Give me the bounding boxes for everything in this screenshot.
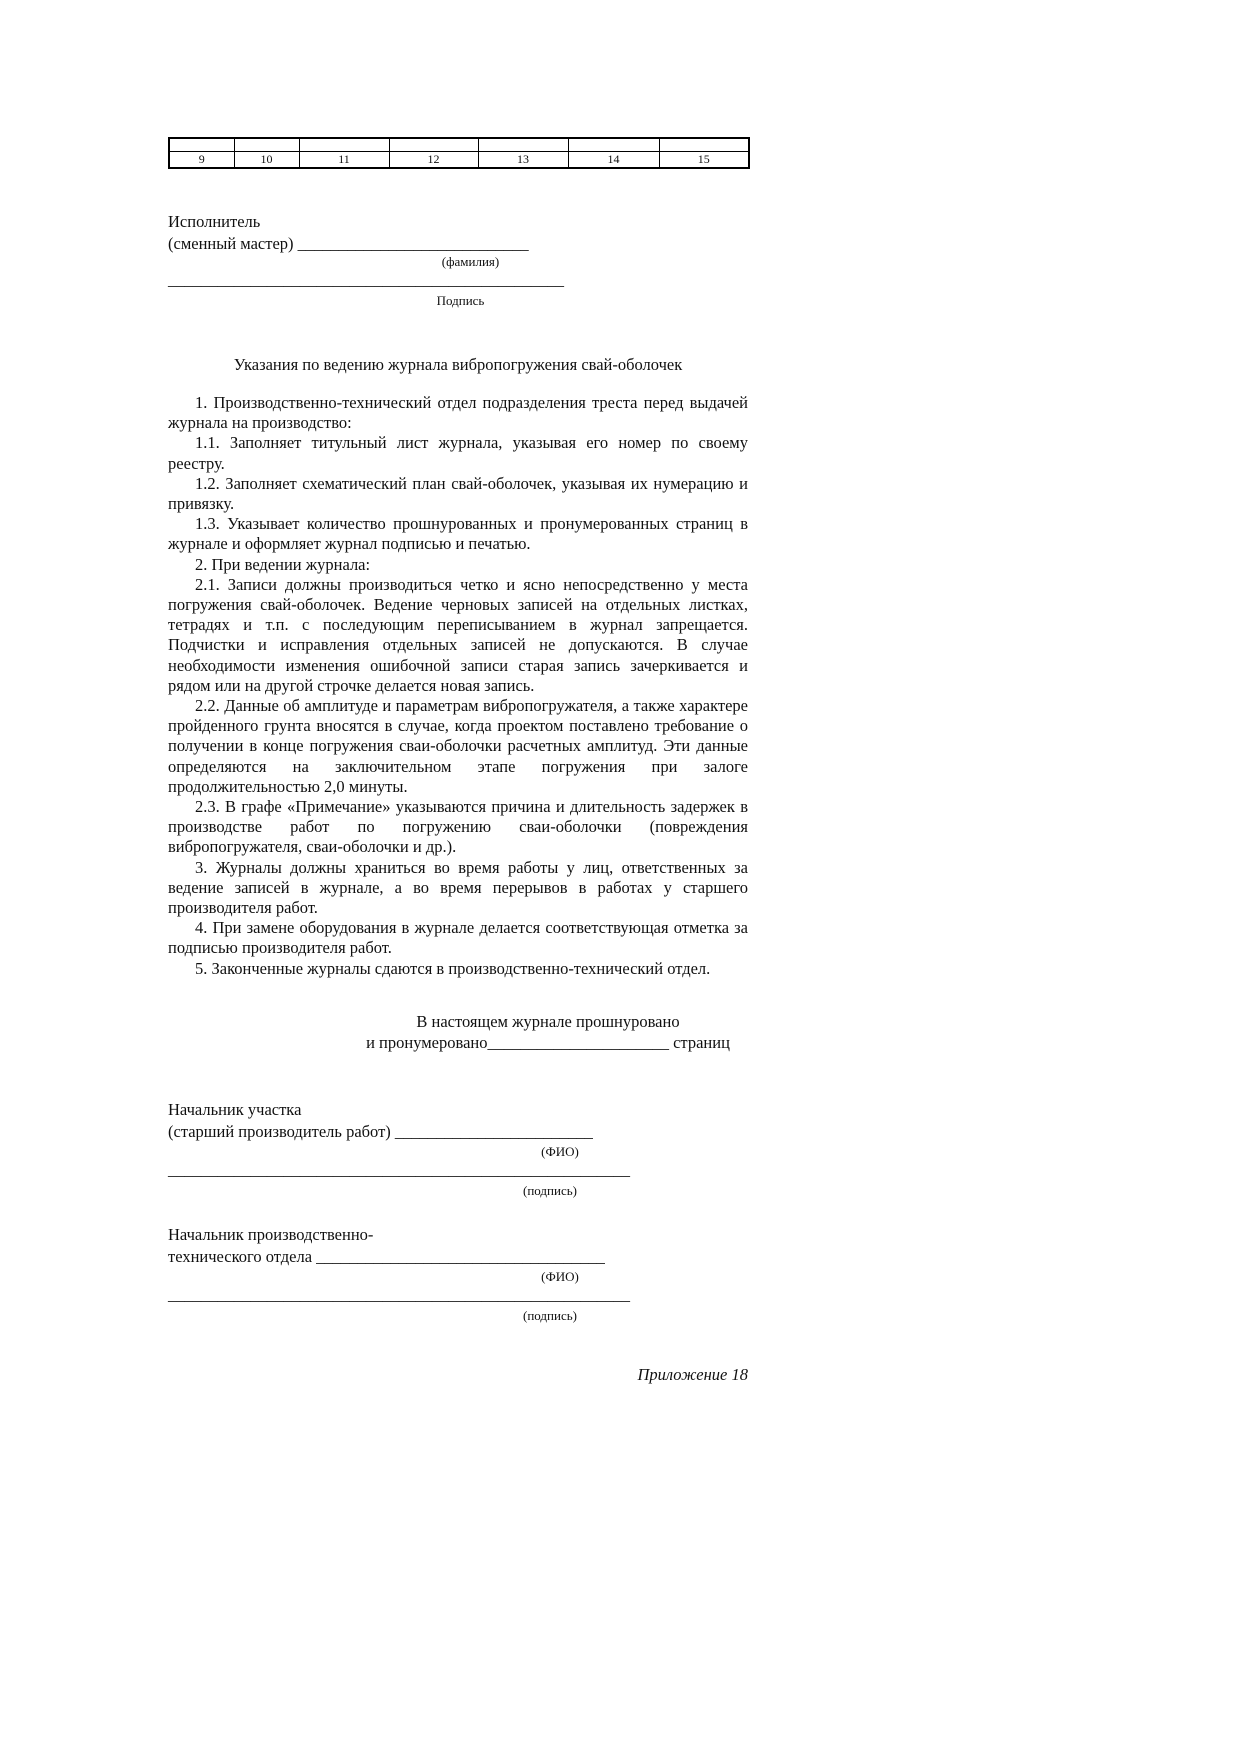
executor-role-blank: ____________________________ xyxy=(297,234,529,253)
table-cell: 9 xyxy=(169,151,234,168)
executor-signature-blank: ________________________________________________ xyxy=(168,270,564,289)
podpis-caption: (подпись) xyxy=(523,1307,577,1323)
signer-role-blank: ___________________________________ xyxy=(316,1246,605,1266)
table-cell xyxy=(659,138,749,151)
paragraph: 5. Законченные журналы сдаются в производственно-технический отдел. xyxy=(195,958,711,978)
journal-note-blank: ______________________ xyxy=(487,1032,669,1052)
instructions-body xyxy=(168,393,748,979)
signer-signature-blank: ________________________________________________________ xyxy=(168,1284,630,1304)
signature-block-pto-chief xyxy=(168,1224,748,1323)
paragraph: 3. Журналы должны храниться во время работы у лиц, ответственных за ведение записей в журнале, а во время перерывов в работах у старшего производителя работ. xyxy=(168,857,748,918)
journal-note xyxy=(268,1011,828,1053)
table-cell: 12 xyxy=(389,151,478,168)
paragraph: 1.3. Указывает количество прошнурованных и пронумерованных страниц в журнале и оформляет журнал подписью и печатью. xyxy=(168,514,748,554)
signature-caption: Подпись xyxy=(436,293,485,308)
table-cell xyxy=(169,138,234,151)
signer-title: Начальник производственно- xyxy=(168,1224,374,1244)
header-table xyxy=(168,137,750,169)
paragraph: 1.1. Заполняет титульный лист журнала, указывая его номер по своему реестру. xyxy=(168,433,748,473)
signer-role-label: технического отдела xyxy=(168,1246,313,1266)
executor-role-label: (сменный мастер) xyxy=(168,234,294,253)
table-cell: 14 xyxy=(568,151,659,168)
signer-signature-blank: ________________________________________________________ xyxy=(168,1159,630,1179)
journal-note-suffix: страниц xyxy=(668,1032,730,1052)
signature-block-site-chief xyxy=(168,1099,748,1198)
table-cell: 10 xyxy=(234,151,299,168)
document-content xyxy=(168,0,748,1385)
signer-role-line xyxy=(168,1246,748,1268)
table-cell xyxy=(299,138,389,151)
table-cell: 13 xyxy=(478,151,568,168)
executor-role-line xyxy=(168,233,748,255)
paragraph: 4. При замене оборудования в журнале делается соответствующая отметка за подписью производителя работ. xyxy=(168,918,748,958)
journal-note-prefix: и пронумеровано xyxy=(366,1032,488,1052)
paragraph: 2.2. Данные об амплитуде и параметрам вибропогружателя, а также характере пройденного грунта вносятся в случае, когда проектом поставлено требование о получении в конце погружения сваи-оболочки расчетных амплитуд. Эти данные определяются на заключительном этапе погружения при залоге продолжительностью 2,0 минуты. xyxy=(168,696,748,796)
paragraph: 2.1. Записи должны производиться четко и ясно непосредственно у места погружения свай-оболочек. Ведение черновых записей на отдельных листках, тетрадях и т.п. с последующим переписыванием в журнал запрещается. Подчистки и исправления отдельных записей не допускаются. В случае необходимости изменения ошибочной записи старая запись зачеркивается и рядом или на другой строчке делается новая запись. xyxy=(168,574,748,695)
paragraph: 2.3. В графе «Примечание» указываются причина и длительность задержек в производстве работ по погружению сваи-оболочки (повреждения вибропогружателя, сваи-оболочки и др.). xyxy=(168,797,748,857)
table-cell xyxy=(234,138,299,151)
podpis-caption: (подпись) xyxy=(523,1182,577,1198)
table-cell: 11 xyxy=(299,151,389,168)
table-number-row xyxy=(169,151,749,168)
journal-note-line2 xyxy=(268,1032,828,1053)
executor-title: Исполнитель xyxy=(168,212,261,231)
journal-note-line1: В настоящем журнале прошнуровано xyxy=(416,1011,680,1031)
table-cell xyxy=(389,138,478,151)
surname-caption: (фамилия) xyxy=(441,254,500,269)
table-cell xyxy=(568,138,659,151)
signer-role-blank: ________________________ xyxy=(394,1121,593,1141)
instructions-title: Указания по ведению журнала вибропогружения свай-оболочек xyxy=(233,355,683,374)
fio-caption: (ФИО) xyxy=(541,1143,579,1159)
table-empty-row xyxy=(169,138,749,151)
table-cell: 15 xyxy=(659,151,749,168)
signer-role-label: (старший производитель работ) xyxy=(168,1121,391,1141)
signer-title: Начальник участка xyxy=(168,1099,302,1119)
paragraph: 1.2. Заполняет схематический план свай-оболочек, указывая их нумерацию и привязку. xyxy=(168,473,748,514)
executor-block xyxy=(168,211,748,308)
table-cell xyxy=(478,138,568,151)
paragraph: 2. При ведении журнала: xyxy=(195,554,371,574)
fio-caption: (ФИО) xyxy=(541,1268,579,1284)
appendix-label: Приложение 18 xyxy=(637,1364,748,1384)
signer-role-line xyxy=(168,1121,748,1143)
paragraph: 1. Производственно-технический отдел подразделения треста перед выдачей журнала на производство: xyxy=(168,393,748,433)
